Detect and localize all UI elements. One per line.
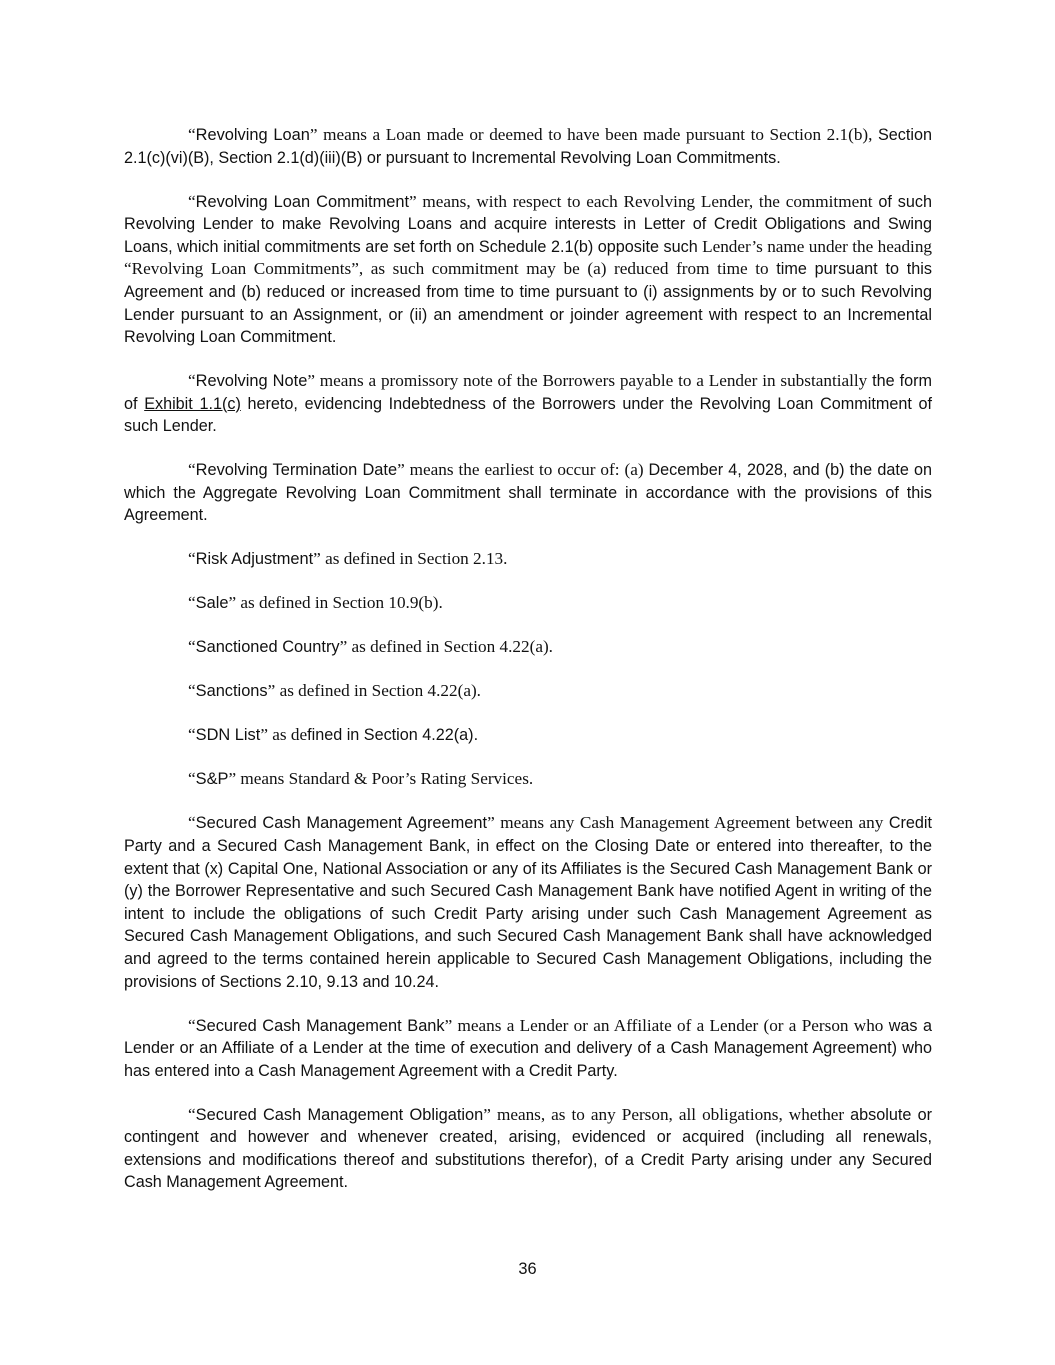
defined-term: Secured Cash Management Agreement	[195, 814, 488, 833]
defined-term: Risk Adjustment	[195, 550, 314, 569]
definition-secured-cash-management-bank: “Secured Cash Management Bank” means a Lender or an Affiliate of a Lender (or a Person who was a Lender or an Affiliate of a Lender at the time of execution and delivery of a Cash Management Agreement) who has entered into a Cash Management Agreement with a Credit Party.	[124, 1015, 932, 1080]
definition-s-and-p: “S&P” means Standard & Poor’s Rating Services.	[188, 769, 534, 789]
defined-term: Revolving Loan	[195, 126, 310, 144]
definition-sanctioned-country: “Sanctioned Country” as defined in Section 4.22(a).	[188, 637, 553, 657]
definition-revolving-note: “Revolving Note” means a promissory note of the Borrowers payable to a Lender in substantially the form of Exhibit 1.1(c) hereto, evidencing Indebtedness of the Borrowers under the Revolving Loan Commitment of such Lender.	[124, 371, 933, 436]
definition-sale: “Sale” as defined in Section 10.9(b).	[188, 593, 443, 613]
defined-term: Secured Cash Management Obligation	[195, 1105, 484, 1124]
definition-sdn-list: “SDN List” as defined in Section 4.22(a).	[188, 725, 479, 745]
definition-risk-adjustment: “Risk Adjustment” as defined in Section 2.13.	[188, 549, 508, 569]
defined-term: Sanctions	[195, 682, 268, 701]
defined-term: Sale	[195, 594, 229, 613]
definition-secured-cash-management-obligation: “Secured Cash Management Obligation” means, as to any Person, all obligations, whether absolute or contingent and however and whenever created, arising, evidenced or acquired (including all renewals, extensions and modifications thereof and substitutions therefor), of a Credit Party arising under any Secured Cash Management Agreement.	[124, 1104, 932, 1192]
defined-term: Secured Cash Management Bank	[195, 1016, 445, 1035]
exhibit-reference: Exhibit 1.1(c)	[144, 394, 241, 413]
definition-revolving-loan-commitment: “Revolving Loan Commitment” means, with respect to each Revolving Lender, the commitment of such Revolving Lender to make Revolving Loans and acquire interests in Letter of Credit Obligations and Swing Loans, which initial commitments are set forth on Schedule 2.1(b) opposite such Lender’s name under the heading “Revolving Loan Commitments”, as such commitment may be (a) reduced from time to time pursuant to this Agreement and (b) reduced or increased from time to time pursuant to (i) assignments by or to such Revolving Lender pursuant to an Assignment, or (ii) an amendment or joinder agreement with respect to an Incremental Revolving Loan Commitment.	[124, 191, 933, 347]
document-page	[124, 124, 932, 1215]
definition-revolving-termination-date: “Revolving Termination Date” means the earliest to occur of: (a) December 4, 2028, and (b) the date on which the Aggregate Revolving Loan Commitment shall terminate in accordance with the provisions of this Agreement.	[124, 460, 932, 525]
page-number: 36	[518, 1260, 537, 1278]
defined-term: S&P	[195, 770, 229, 789]
defined-term: Revolving Loan Commitment	[195, 192, 410, 211]
definition-revolving-loan: “Revolving Loan” means a Loan made or deemed to have been made pursuant to Section 2.1(b), Section 2.1(c)(vi)(B), Section 2.1(d)(iii)(B) or pursuant to Incremental Revolving Loan Commitments.	[124, 125, 932, 167]
defined-term: Sanctioned Country	[195, 638, 340, 657]
defined-term: Revolving Note	[195, 372, 308, 391]
definition-secured-cash-management-agreement: “Secured Cash Management Agreement” means any Cash Management Agreement between any Credit Party and a Secured Cash Management Bank, in effect on the Closing Date or entered into thereafter, to the extent that (x) Capital One, National Association or any of its Affiliates is the Secured Cash Management Bank or (y) the Borrower Representative and such Secured Cash Management Bank have notified Agent in writing of the intent to include the obligations of such Credit Party arising under such Cash Management Agreement as Secured Cash Management Obligations, and such Secured Cash Management Bank shall have acknowledged and agreed to the terms contained herein applicable to Secured Cash Management Obligations, including the provisions of Sections 2.10, 9.13 and 10.24.	[124, 813, 932, 991]
defined-term: SDN List	[195, 726, 261, 745]
definition-sanctions: “Sanctions” as defined in Section 4.22(a).	[188, 681, 481, 701]
defined-term: Revolving Termination Date	[195, 461, 398, 480]
